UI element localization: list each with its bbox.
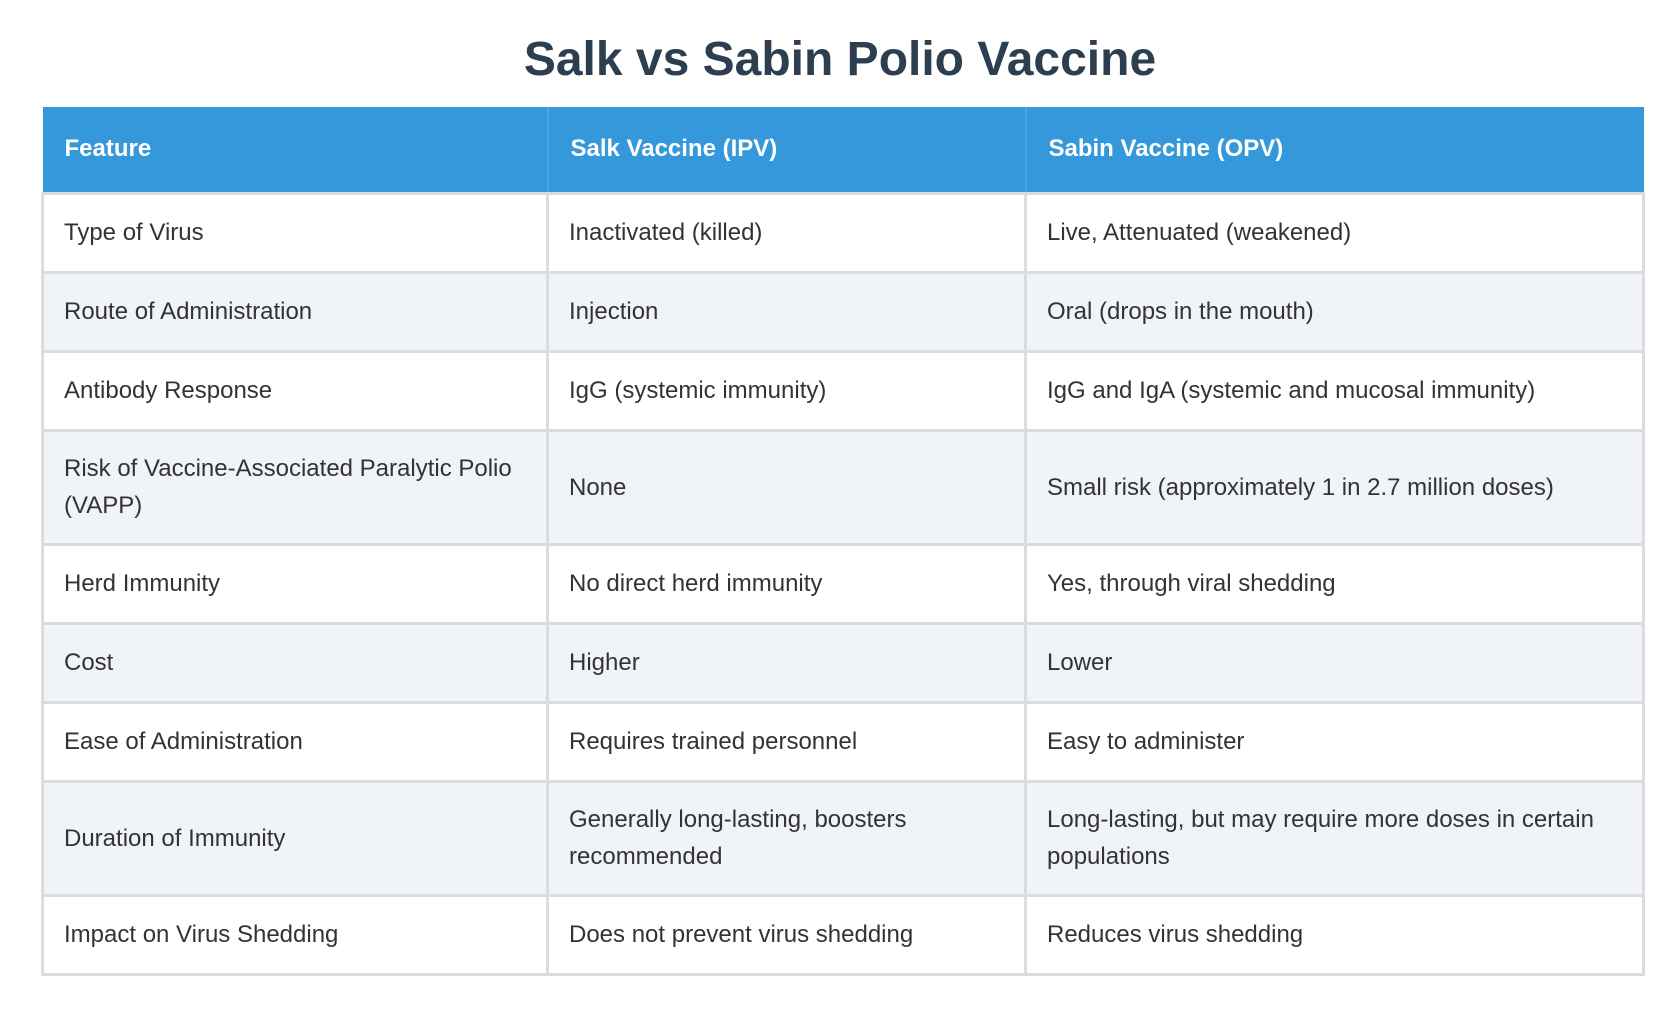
sabin-cell: Live, Attenuated (weakened): [1026, 193, 1644, 272]
feature-cell: Herd Immunity: [43, 544, 548, 623]
column-header-salk: Salk Vaccine (IPV): [548, 107, 1026, 193]
salk-cell: Inactivated (killed): [548, 193, 1026, 272]
table-row: [43, 272, 1644, 351]
sabin-cell: Reduces virus shedding: [1026, 895, 1644, 974]
column-header-feature: Feature: [43, 107, 548, 193]
table-header-row: [43, 107, 1644, 193]
feature-cell: Cost: [43, 623, 548, 702]
table-row: [43, 544, 1644, 623]
salk-cell: Does not prevent virus shedding: [548, 895, 1026, 974]
feature-cell: Risk of Vaccine-Associated Paralytic Polio (VAPP): [43, 430, 548, 544]
comparison-table: [41, 107, 1645, 976]
sabin-cell: IgG and IgA (systemic and mucosal immunity): [1026, 351, 1644, 430]
sabin-cell: Small risk (approximately 1 in 2.7 million doses): [1026, 430, 1644, 544]
sabin-cell: Easy to administer: [1026, 702, 1644, 781]
salk-cell: None: [548, 430, 1026, 544]
feature-cell: Route of Administration: [43, 272, 548, 351]
column-header-sabin: Sabin Vaccine (OPV): [1026, 107, 1644, 193]
table-row: [43, 430, 1644, 544]
sabin-cell: Oral (drops in the mouth): [1026, 272, 1644, 351]
feature-cell: Antibody Response: [43, 351, 548, 430]
table-row: [43, 351, 1644, 430]
salk-cell: Requires trained personnel: [548, 702, 1026, 781]
table-row: [43, 623, 1644, 702]
feature-cell: Type of Virus: [43, 193, 548, 272]
table-row: [43, 895, 1644, 974]
table-row: [43, 781, 1644, 895]
sabin-cell: Yes, through viral shedding: [1026, 544, 1644, 623]
table-row: [43, 702, 1644, 781]
salk-cell: IgG (systemic immunity): [548, 351, 1026, 430]
sabin-cell: Long-lasting, but may require more doses in certain populations: [1026, 781, 1644, 895]
salk-cell: Generally long-lasting, boosters recommended: [548, 781, 1026, 895]
salk-cell: Higher: [548, 623, 1026, 702]
feature-cell: Impact on Virus Shedding: [43, 895, 548, 974]
salk-cell: Injection: [548, 272, 1026, 351]
sabin-cell: Lower: [1026, 623, 1644, 702]
page-title: Salk vs Sabin Polio Vaccine: [523, 33, 1157, 86]
table-row: [43, 193, 1644, 272]
feature-cell: Ease of Administration: [43, 702, 548, 781]
salk-cell: No direct herd immunity: [548, 544, 1026, 623]
feature-cell: Duration of Immunity: [43, 781, 548, 895]
